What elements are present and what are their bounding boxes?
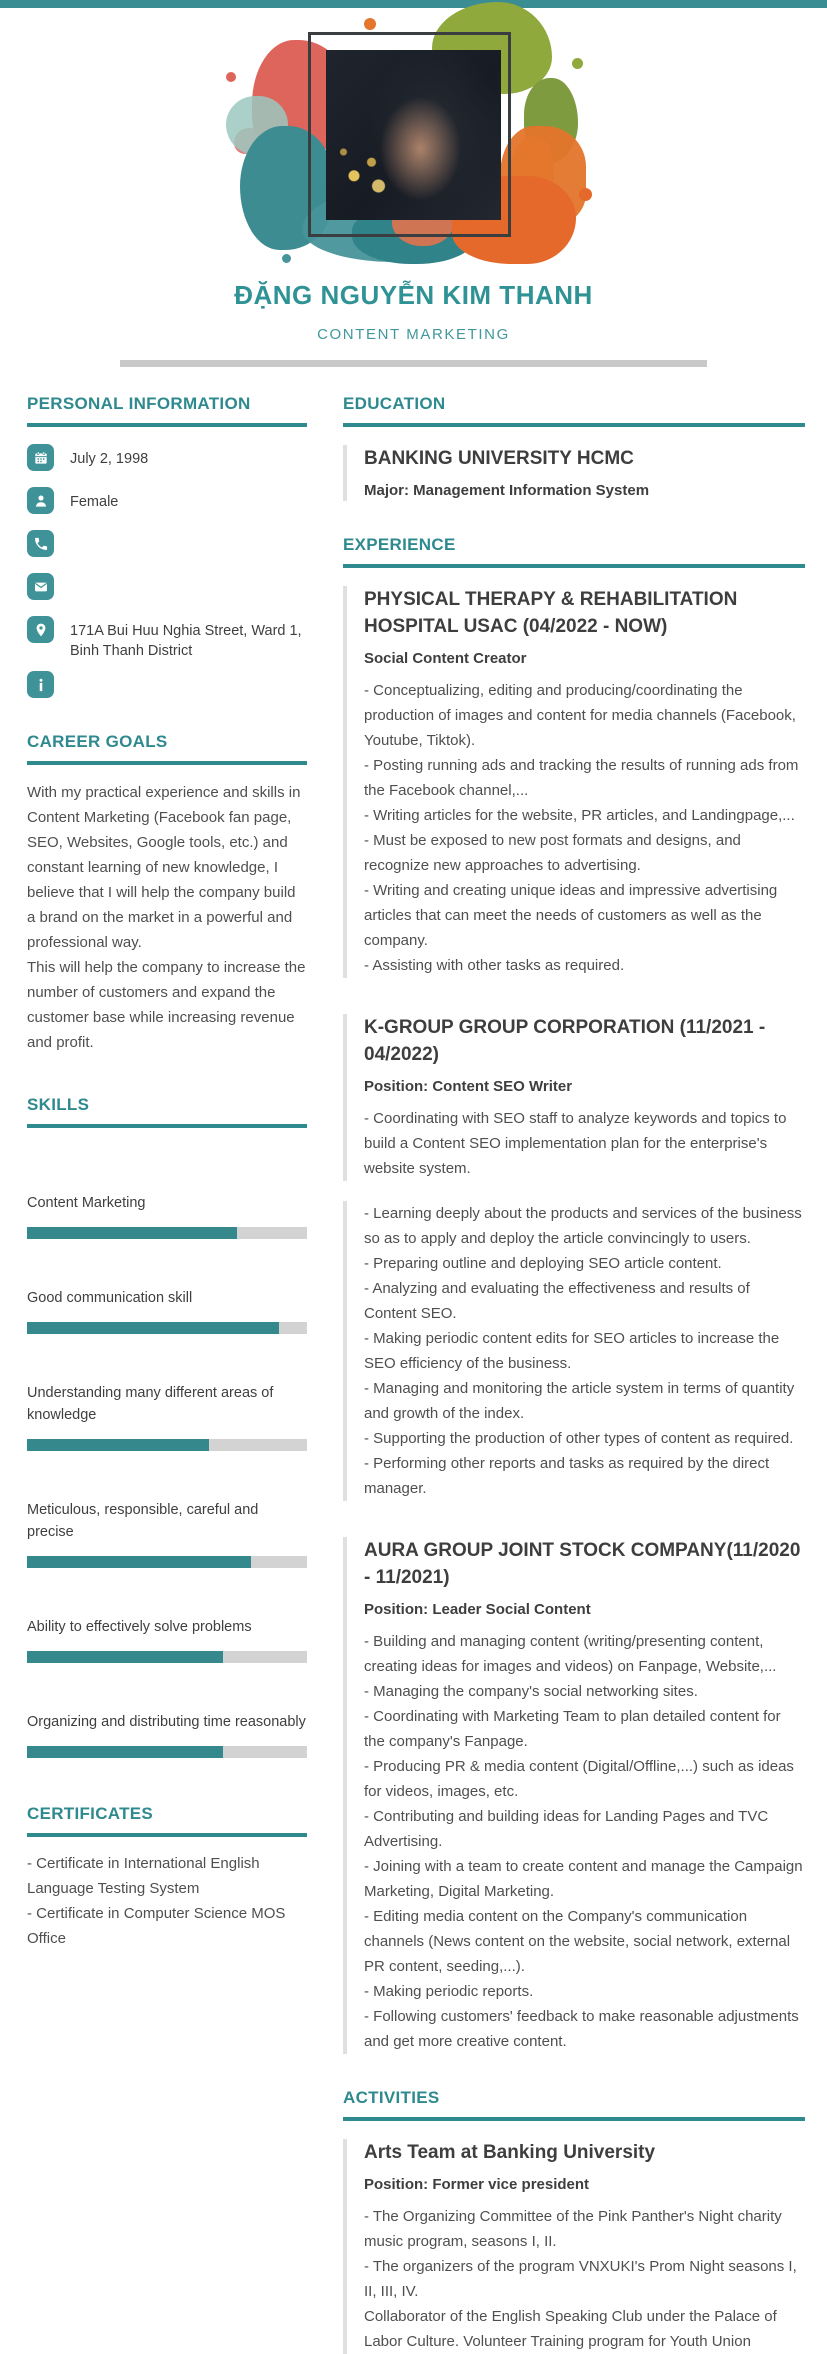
paint-dot [579,188,592,201]
duty-line: - Preparing outline and deploying SEO article content. [364,1255,722,1272]
duty-line: - Editing media content on the Company's communication channels (News content on the website, social network, external PR content, seeding,...). [364,1908,791,1975]
skill-label: Good communication skill [27,1290,193,1306]
activity-line: - The organizers of the program VNXUKI's Prom Night seasons I, II, III, IV. [364,2258,797,2300]
address-value: 171A Bui Huu Nghia Street, Ward 1, Binh Thanh District [70,623,302,659]
duty-line: - Performing other reports and tasks as required by the direct manager. [364,1455,770,1497]
info-icon [27,671,54,698]
job-duties [364,1106,805,1181]
resume-header [0,8,827,367]
birthday-value: July 2, 1998 [70,451,149,467]
job-company: PHYSICAL THERAPY & REHABILITATION HOSPITAL USAC (04/2022 - NOW) [364,589,738,637]
duty-line: - Building and managing content (writing/presenting content, creating ideas for images and videos) on Fanpage, Website,... [364,1633,777,1675]
profile-photo [326,50,501,220]
section-rule [343,423,805,427]
info-row-address [27,616,307,661]
header-art [224,8,604,270]
duty-line: - Managing the company's social networking sites. [364,1683,698,1700]
skill-item [27,1616,307,1663]
page-title: ĐẶNG NGUYỄN KIM THANH [234,280,593,310]
duty-line: - Writing articles for the website, PR articles, and Landingpage,... [364,807,795,824]
major: Major: Management Information System [364,482,650,499]
duty-line: - Supporting the production of other types of content as required. [364,1430,794,1447]
duty-line: - Producing PR & media content (Digital/Offline,...) such as ideas for videos, images, etc. [364,1758,794,1800]
skill-bar-track [27,1439,307,1451]
paint-dot [572,58,583,69]
activity-line: - The Organizing Committee of the Pink Panther's Night charity music program, seasons I, II. [364,2208,782,2250]
duty-line: - Posting running ads and tracking the results of running ads from the Facebook channel,... [364,757,799,799]
experience-entry-continued [343,1201,805,1501]
skill-item [27,1711,307,1758]
duty-line: - Learning deeply about the products and services of the business so as to apply and deploy the article convincingly to users. [364,1205,802,1247]
section-experience [343,535,805,2054]
duty-line: - Following customers' feedback to make reasonable adjustments and get more creative content. [364,2008,799,2050]
experience-entry [343,586,805,978]
skill-bar-track [27,1322,307,1334]
section-skills [27,1095,307,1758]
duty-line: - Analyzing and evaluating the effectiveness and results of Content SEO. [364,1280,750,1322]
skill-label: Ability to effectively solve problems [27,1619,252,1635]
skill-bar-fill [27,1651,223,1663]
section-heading: EDUCATION [343,394,446,413]
section-education [343,394,805,501]
duty-line: - Must be exposed to new post formats and designs, and recognize new approaches to advertising. [364,832,741,874]
skill-item [27,1499,307,1568]
paint-dot [226,72,236,82]
gender-value: Female [70,494,119,510]
job-company: AURA GROUP JOINT STOCK COMPANY(11/2020 - 11/2021) [364,1540,801,1588]
job-position: Social Content Creator [364,650,527,667]
certificate-item: - Certificate in International English Language Testing System [27,1855,260,1897]
duty-line: - Assisting with other tasks as required. [364,957,625,974]
duty-line: - Coordinating with Marketing Team to plan detailed content for the company's Fanpage. [364,1708,781,1750]
skill-item [27,1192,307,1239]
skill-bar-track [27,1227,307,1239]
section-career-goals [27,732,307,1055]
phone-icon [27,530,54,557]
info-row-phone [27,530,307,563]
skill-bar-track [27,1746,307,1758]
skill-item [27,1382,307,1451]
duty-line: - Making periodic reports. [364,1983,534,2000]
job-title: CONTENT MARKETING [317,326,510,343]
left-column [27,394,307,1951]
paint-dot [282,254,291,263]
person-icon [27,487,54,514]
skill-label: Content Marketing [27,1195,146,1211]
job-position: Position: Content SEO Writer [364,1078,573,1095]
skill-bar-track [27,1651,307,1663]
skill-label: Organizing and distributing time reasonably [27,1714,306,1730]
skill-bar-fill [27,1556,251,1568]
section-heading: CAREER GOALS [27,732,168,751]
paint-dot [364,18,376,30]
calendar-icon [27,444,54,471]
job-duties [364,1629,805,2054]
experience-entry [343,1014,805,1181]
section-personal-information [27,394,307,704]
job-position: Position: Leader Social Content [364,1601,591,1618]
section-rule [27,761,307,765]
info-row-birthday [27,444,307,477]
location-icon [27,616,54,643]
duty-line: - Joining with a team to create content and manage the Campaign Marketing, Digital Marketing. [364,1858,803,1900]
skill-bar-fill [27,1322,279,1334]
email-icon [27,573,54,600]
activity-line: Collaborator of the English Speaking Club under the Palace of Labor Culture. Volunteer Training program for Youth Union [364,2308,777,2350]
duty-line: - Contributing and building ideas for Landing Pages and TVC Advertising. [364,1808,769,1850]
section-heading: CERTIFICATES [27,1804,154,1823]
activity-details [364,2204,805,2354]
section-heading: ACTIVITIES [343,2088,440,2107]
skill-bar-fill [27,1439,209,1451]
section-rule [27,1124,307,1128]
info-row-link [27,671,307,704]
section-rule [27,1833,307,1837]
job-duties [364,678,805,978]
duty-line: - Making periodic content edits for SEO articles to increase the SEO efficiency of the business. [364,1330,780,1372]
section-heading: SKILLS [27,1095,90,1114]
section-heading: EXPERIENCE [343,535,456,554]
job-duties [364,1201,805,1501]
duty-line: - Writing and creating unique ideas and impressive advertising articles that can meet the needs of customers as well as the company. [364,882,778,949]
top-accent-bar [0,0,827,8]
skill-bar-fill [27,1227,237,1239]
certificate-item: - Certificate in Computer Science MOS Office [27,1905,286,1947]
skill-label: Meticulous, responsible, careful and precise [27,1502,259,1540]
school-name: BANKING UNIVERSITY HCMC [364,448,634,469]
activity-position: Position: Former vice president [364,2176,590,2193]
section-certificates [27,1804,307,1951]
section-rule [27,423,307,427]
skill-bar-fill [27,1746,223,1758]
section-activities [343,2088,805,2354]
info-row-gender [27,487,307,520]
career-goals-paragraph: With my practical experience and skills in Content Marketing (Facebook fan page, SEO, Websites, Google tools, etc.) and constant learning of new knowledge, I believe that I will help the company build a brand on the market in a powerful and professional way. [27,784,301,951]
duty-line: - Managing and monitoring the article system in terms of quantity and growth of the index. [364,1380,795,1422]
experience-entry [343,1537,805,2054]
section-rule [343,564,805,568]
info-row-email [27,573,307,606]
skill-bar-track [27,1556,307,1568]
right-column [343,394,805,2354]
certificate-list [27,1851,307,1951]
skill-item [27,1287,307,1334]
section-heading: PERSONAL INFORMATION [27,394,251,413]
resume-body [0,367,827,2354]
header-divider [120,360,707,367]
education-entry [343,445,805,501]
activity-title: Arts Team at Banking University [364,2142,656,2163]
career-goals-paragraph: This will help the company to increase the number of customers and expand the customer base while increasing revenue and profit. [27,959,306,1051]
section-rule [343,2117,805,2121]
skill-label: Understanding many different areas of knowledge [27,1385,274,1423]
job-company: K-GROUP GROUP CORPORATION (11/2021 - 04/2022) [364,1017,766,1065]
duty-line: - Conceptualizing, editing and producing/coordinating the production of images and content for media channels (Facebook, Youtube, Tiktok). [364,682,796,749]
duty-line: - Coordinating with SEO staff to analyze keywords and topics to build a Content SEO implementation plan for the enterprise's website system. [364,1110,787,1177]
career-goals-text [27,780,307,1055]
activity-entry [343,2139,805,2354]
personal-info-list [27,444,307,704]
